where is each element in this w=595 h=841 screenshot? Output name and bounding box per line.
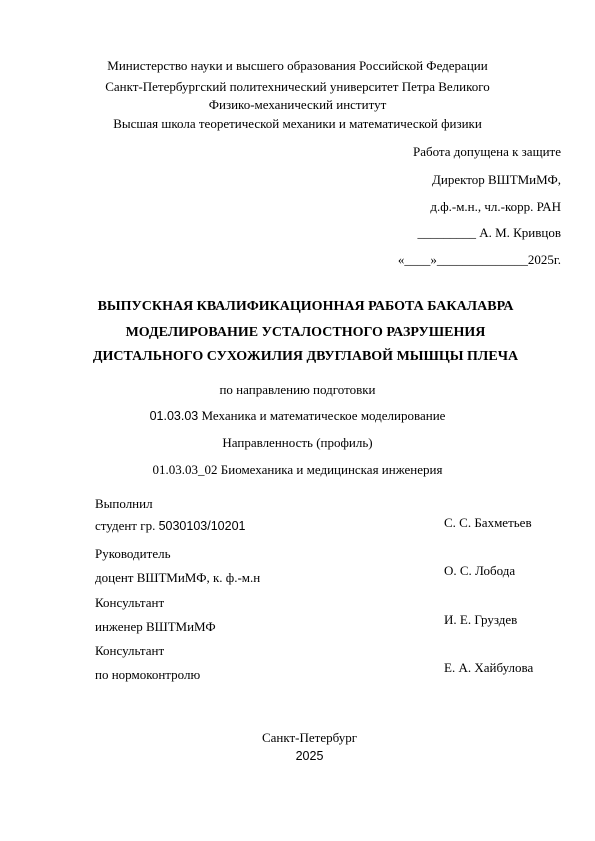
header-school: Высшая школа теоретической механики и математической физики bbox=[113, 116, 482, 131]
student-group: 5030103/10201 bbox=[158, 519, 246, 533]
norm-consultant-name: Е. А. Хайбулова bbox=[444, 660, 534, 675]
profile-label: Направленность (профиль) bbox=[222, 435, 373, 450]
direction-line bbox=[0, 408, 595, 424]
approval-degree: д.ф.-м.н., чл.-корр. РАН bbox=[430, 199, 561, 214]
consultant-name: И. Е. Груздев bbox=[444, 612, 518, 627]
student-line bbox=[95, 518, 245, 534]
student-name: С. С. Бахметьев bbox=[444, 515, 532, 530]
approval-admitted: Работа допущена к защите bbox=[412, 144, 561, 159]
thesis-title-line1: МОДЕЛИРОВАНИЕ УСТАЛОСТНОГО РАЗРУШЕНИЯ bbox=[125, 325, 486, 340]
thesis-title-line2: ДИСТАЛЬНОГО СУХОЖИЛИЯ ДВУГЛАВОЙ МЫШЦЫ ПЛЕЧА bbox=[92, 349, 519, 364]
norm-consultant-label: Консультант bbox=[95, 643, 165, 658]
header-university: Санкт-Петербургский политехнический университет Петра Великого bbox=[105, 79, 490, 94]
header-institute: Физико-механический институт bbox=[208, 97, 387, 112]
work-type-title: ВЫПУСКНАЯ КВАЛИФИКАЦИОННАЯ РАБОТА БАКАЛАВРА bbox=[97, 299, 514, 314]
supervisor-name: О. С. Лобода bbox=[444, 563, 516, 578]
consultant-role: инженер ВШТМиМФ bbox=[95, 619, 216, 634]
direction-code: 01.03.03 bbox=[149, 409, 199, 423]
consultant-label: Консультант bbox=[95, 595, 165, 610]
student-prefix: студент гр. bbox=[95, 518, 159, 533]
norm-consultant-role: по нормоконтролю bbox=[95, 667, 201, 682]
profile-value: 01.03.03_02 Биомеханика и медицинская инженерия bbox=[152, 462, 443, 477]
approval-date: «____»______________2025г. bbox=[397, 252, 561, 267]
supervisor-role: доцент ВШТМиМФ, к. ф.-м.н bbox=[95, 570, 261, 585]
direction-label: по направлению подготовки bbox=[219, 382, 376, 397]
approval-director: Директор ВШТМиМФ, bbox=[432, 172, 561, 187]
footer-city: Санкт-Петербург bbox=[261, 730, 358, 745]
footer-year: 2025 bbox=[295, 749, 324, 763]
header-ministry: Министерство науки и высшего образования Российской Федерации bbox=[107, 58, 488, 73]
approval-signature: _________ А. М. Кривцов bbox=[417, 225, 561, 240]
performed-label: Выполнил bbox=[95, 496, 153, 511]
direction-name: Механика и математическое моделирование bbox=[198, 408, 446, 423]
supervisor-label: Руководитель bbox=[95, 546, 171, 561]
